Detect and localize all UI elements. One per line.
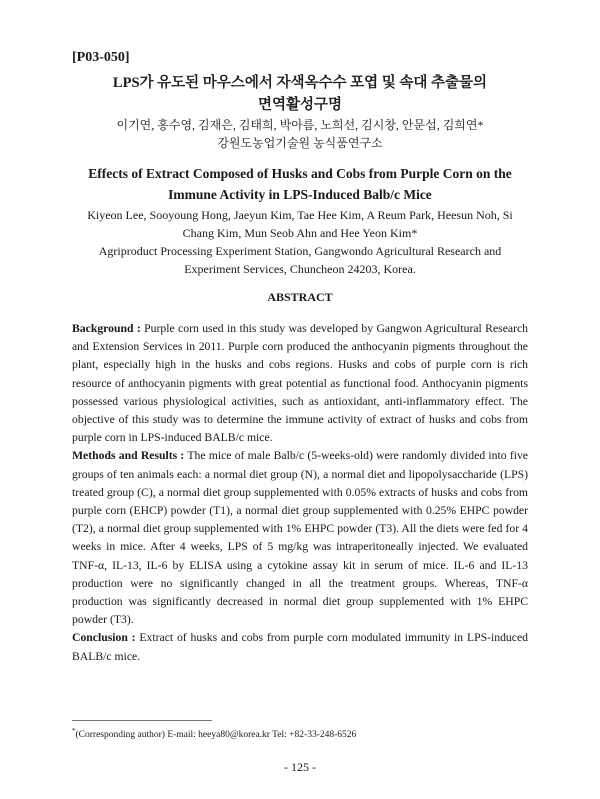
footnote — [72, 727, 356, 740]
conclusion-label: Conclusion : — [72, 631, 136, 645]
english-authors: Kiyeon Lee, Sooyoung Hong, Jaeyun Kim, Tae Hee Kim, A Reum Park, Heesun Noh, Si Chang Kim, Mun Seob Ahn and Hee Yeon Kim* — [87, 208, 513, 240]
methods-text: The mice of male Balb/c (5-weeks-old) were randomly divided into five groups of ten animals each: a normal diet group (N), a normal diet and lipopolysaccharide (LPS) treated group (C), a normal diet group supplemented with 0.05% extracts of husks and cobs from purple corn (EHCP) powder (T1), a normal diet group supplemented with 0.25% EHPC powder (T2), a normal diet group supplemented with 1% EHPC powder (T3). All the diets were fed for 4 weeks in mice. After 4 weeks, LPS of 5 mg/kg was intraperitoneally injected. We evaluated TNF-α, IL-13, IL-6 by ELISA using a cytokine assay kit in serum of mice. IL-6 and IL-13 production were no significantly changed in all the treatment groups. Whereas, TNF-α production was significantly decreased in normal diet group supplemented with 1% EHPC powder (T3). — [72, 449, 528, 627]
footnote-mark: * — [72, 727, 76, 735]
korean-authors: 이기연, 홍수영, 김재은, 김태희, 박아름, 노희선, 김시창, 안문섭, 김희연* — [116, 118, 484, 132]
korean-title — [0, 72, 600, 116]
footnote-text: (Corresponding author) E-mail: heeya80@korea.kr Tel: +82-33-248-6526 — [75, 730, 357, 741]
background-text: Purple corn used in this study was developed by Gangwon Agricultural Research and Extension Services in 2011. Purple corn produced the anthocyanin pigments throughout the plant, especially high in the husks and cobs regions. Husks and cobs of purple corn is rich resource of anthocyanin pigments with great potential as functional food. Anthocyanin pigments possessed various physiological activities, such as antioxidant, anti-inflammatory effect. The objective of this study was to determine the immune activity of extract of husks and cobs from purple corn in LPS-induced BALB/c mice. — [72, 322, 528, 445]
korean-title-line2: 면역활성구명 — [257, 97, 343, 113]
background-label: Background : — [72, 322, 141, 335]
page-number: - 125 - — [284, 760, 316, 774]
english-affiliation: Agriproduct Processing Experiment Station, Gangwondo Agricultural Research and Experiment Services, Chuncheon 24203, Korea. — [98, 244, 502, 276]
footnote-divider — [72, 720, 212, 721]
korean-title-line1: LPS가 유도된 마우스에서 자색옥수수 포엽 및 속대 추출물의 — [112, 75, 488, 91]
korean-author-block — [0, 116, 600, 152]
abstract-body — [72, 320, 528, 666]
english-title-line2: Immune Activity in LPS-Induced Balb/c Mice — [168, 187, 432, 202]
korean-affiliation: 강원도농업기술원 농식품연구소 — [217, 136, 383, 150]
abstract-heading: ABSTRACT — [267, 290, 333, 304]
background-paragraph — [72, 320, 528, 447]
abstract-code: [P03-050] — [72, 50, 130, 65]
methods-label: Methods and Results : — [72, 449, 185, 463]
english-title — [0, 163, 600, 205]
conclusion-text: Extract of husks and cobs from purple corn modulated immunity in LPS-induced BALB/c mice. — [72, 631, 528, 663]
methods-paragraph — [72, 447, 528, 629]
english-author-block — [72, 206, 528, 278]
conclusion-paragraph — [72, 629, 528, 665]
english-title-line1: Effects of Extract Composed of Husks and Cobs from Purple Corn on the — [88, 166, 512, 181]
